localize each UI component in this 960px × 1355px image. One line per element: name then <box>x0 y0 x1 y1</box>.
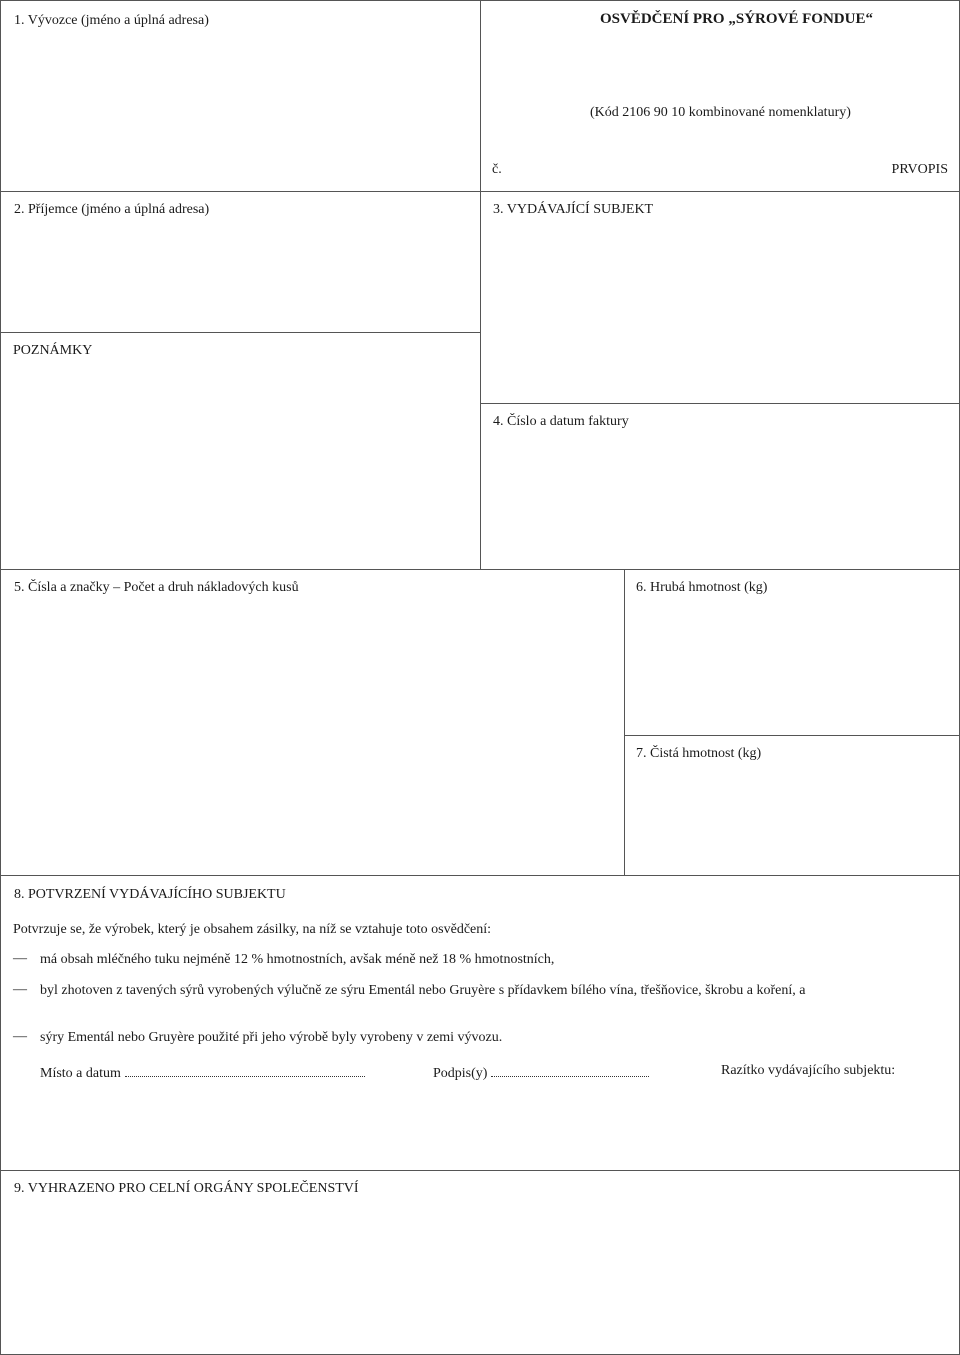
marks-packages-box[interactable] <box>0 569 625 876</box>
notes-box[interactable] <box>0 332 481 570</box>
place-date-dotted-line[interactable] <box>125 1064 365 1077</box>
issuing-body-label: 3. VYDÁVAJÍCÍ SUBJEKT <box>493 202 654 217</box>
bullet-dash: — <box>13 1029 27 1044</box>
issuing-body-box[interactable] <box>480 191 960 404</box>
invoice-label: 4. Číslo a datum faktury <box>493 414 629 429</box>
bullet-dash: — <box>13 982 27 997</box>
customs-label: 9. VYHRAZENO PRO CELNÍ ORGÁNY SPOLEČENSTVÍ <box>14 1181 359 1196</box>
marks-packages-label: 5. Čísla a značky – Počet a druh nákladových kusů <box>14 580 299 595</box>
signature-label: Podpis(y) <box>433 1066 488 1081</box>
place-date-label: Místo a datum <box>40 1066 121 1081</box>
exporter-label: 1. Vývozce (jméno a úplná adresa) <box>14 13 209 28</box>
bullet-dash: — <box>13 951 27 966</box>
signature-dotted-line[interactable] <box>491 1064 649 1077</box>
confirmation-bullet-origin: sýry Ementál nebo Gruyère použité při jeho výrobě byly vyrobeny v zemi vývozu. <box>40 1030 503 1045</box>
confirmation-box <box>0 875 960 1171</box>
confirmation-bullet-composition: byl zhotoven z tavených sýrů vyrobených výlučně ze sýru Ementál nebo Gruyère s přídavkem bílého vína, třešňovice, škrobu a koření, a <box>40 983 806 998</box>
consignee-label: 2. Příjemce (jméno a úplná adresa) <box>14 202 210 217</box>
confirmation-bullet-fat: má obsah mléčného tuku nejméně 12 % hmotnostních, avšak méně než 18 % hmotnostních, <box>40 952 555 967</box>
certificate-title: OSVĚDČENÍ PRO „SÝROVÉ FONDUE“ <box>600 11 873 27</box>
stamp-label: Razítko vydávajícího subjektu: <box>721 1063 896 1078</box>
net-weight-label: 7. Čistá hmotnost (kg) <box>636 746 762 761</box>
confirmation-intro: Potvrzuje se, že výrobek, který je obsahem zásilky, na níž se vztahuje toto osvědčení: <box>13 922 492 937</box>
original-copy-label: PRVOPIS <box>891 162 948 177</box>
notes-label: POZNÁMKY <box>13 343 93 358</box>
customs-box[interactable] <box>0 1170 960 1355</box>
signature-field[interactable] <box>433 1064 649 1081</box>
certificate-header-box <box>480 0 960 192</box>
exporter-box[interactable] <box>0 0 481 192</box>
nomenclature-code: (Kód 2106 90 10 kombinované nomenklatury) <box>590 105 851 120</box>
certificate-number-label: č. <box>492 162 502 177</box>
gross-weight-label: 6. Hrubá hmotnost (kg) <box>636 580 768 595</box>
place-date-field[interactable] <box>40 1064 365 1081</box>
confirmation-label: 8. POTVRZENÍ VYDÁVAJÍCÍHO SUBJEKTU <box>14 887 286 902</box>
